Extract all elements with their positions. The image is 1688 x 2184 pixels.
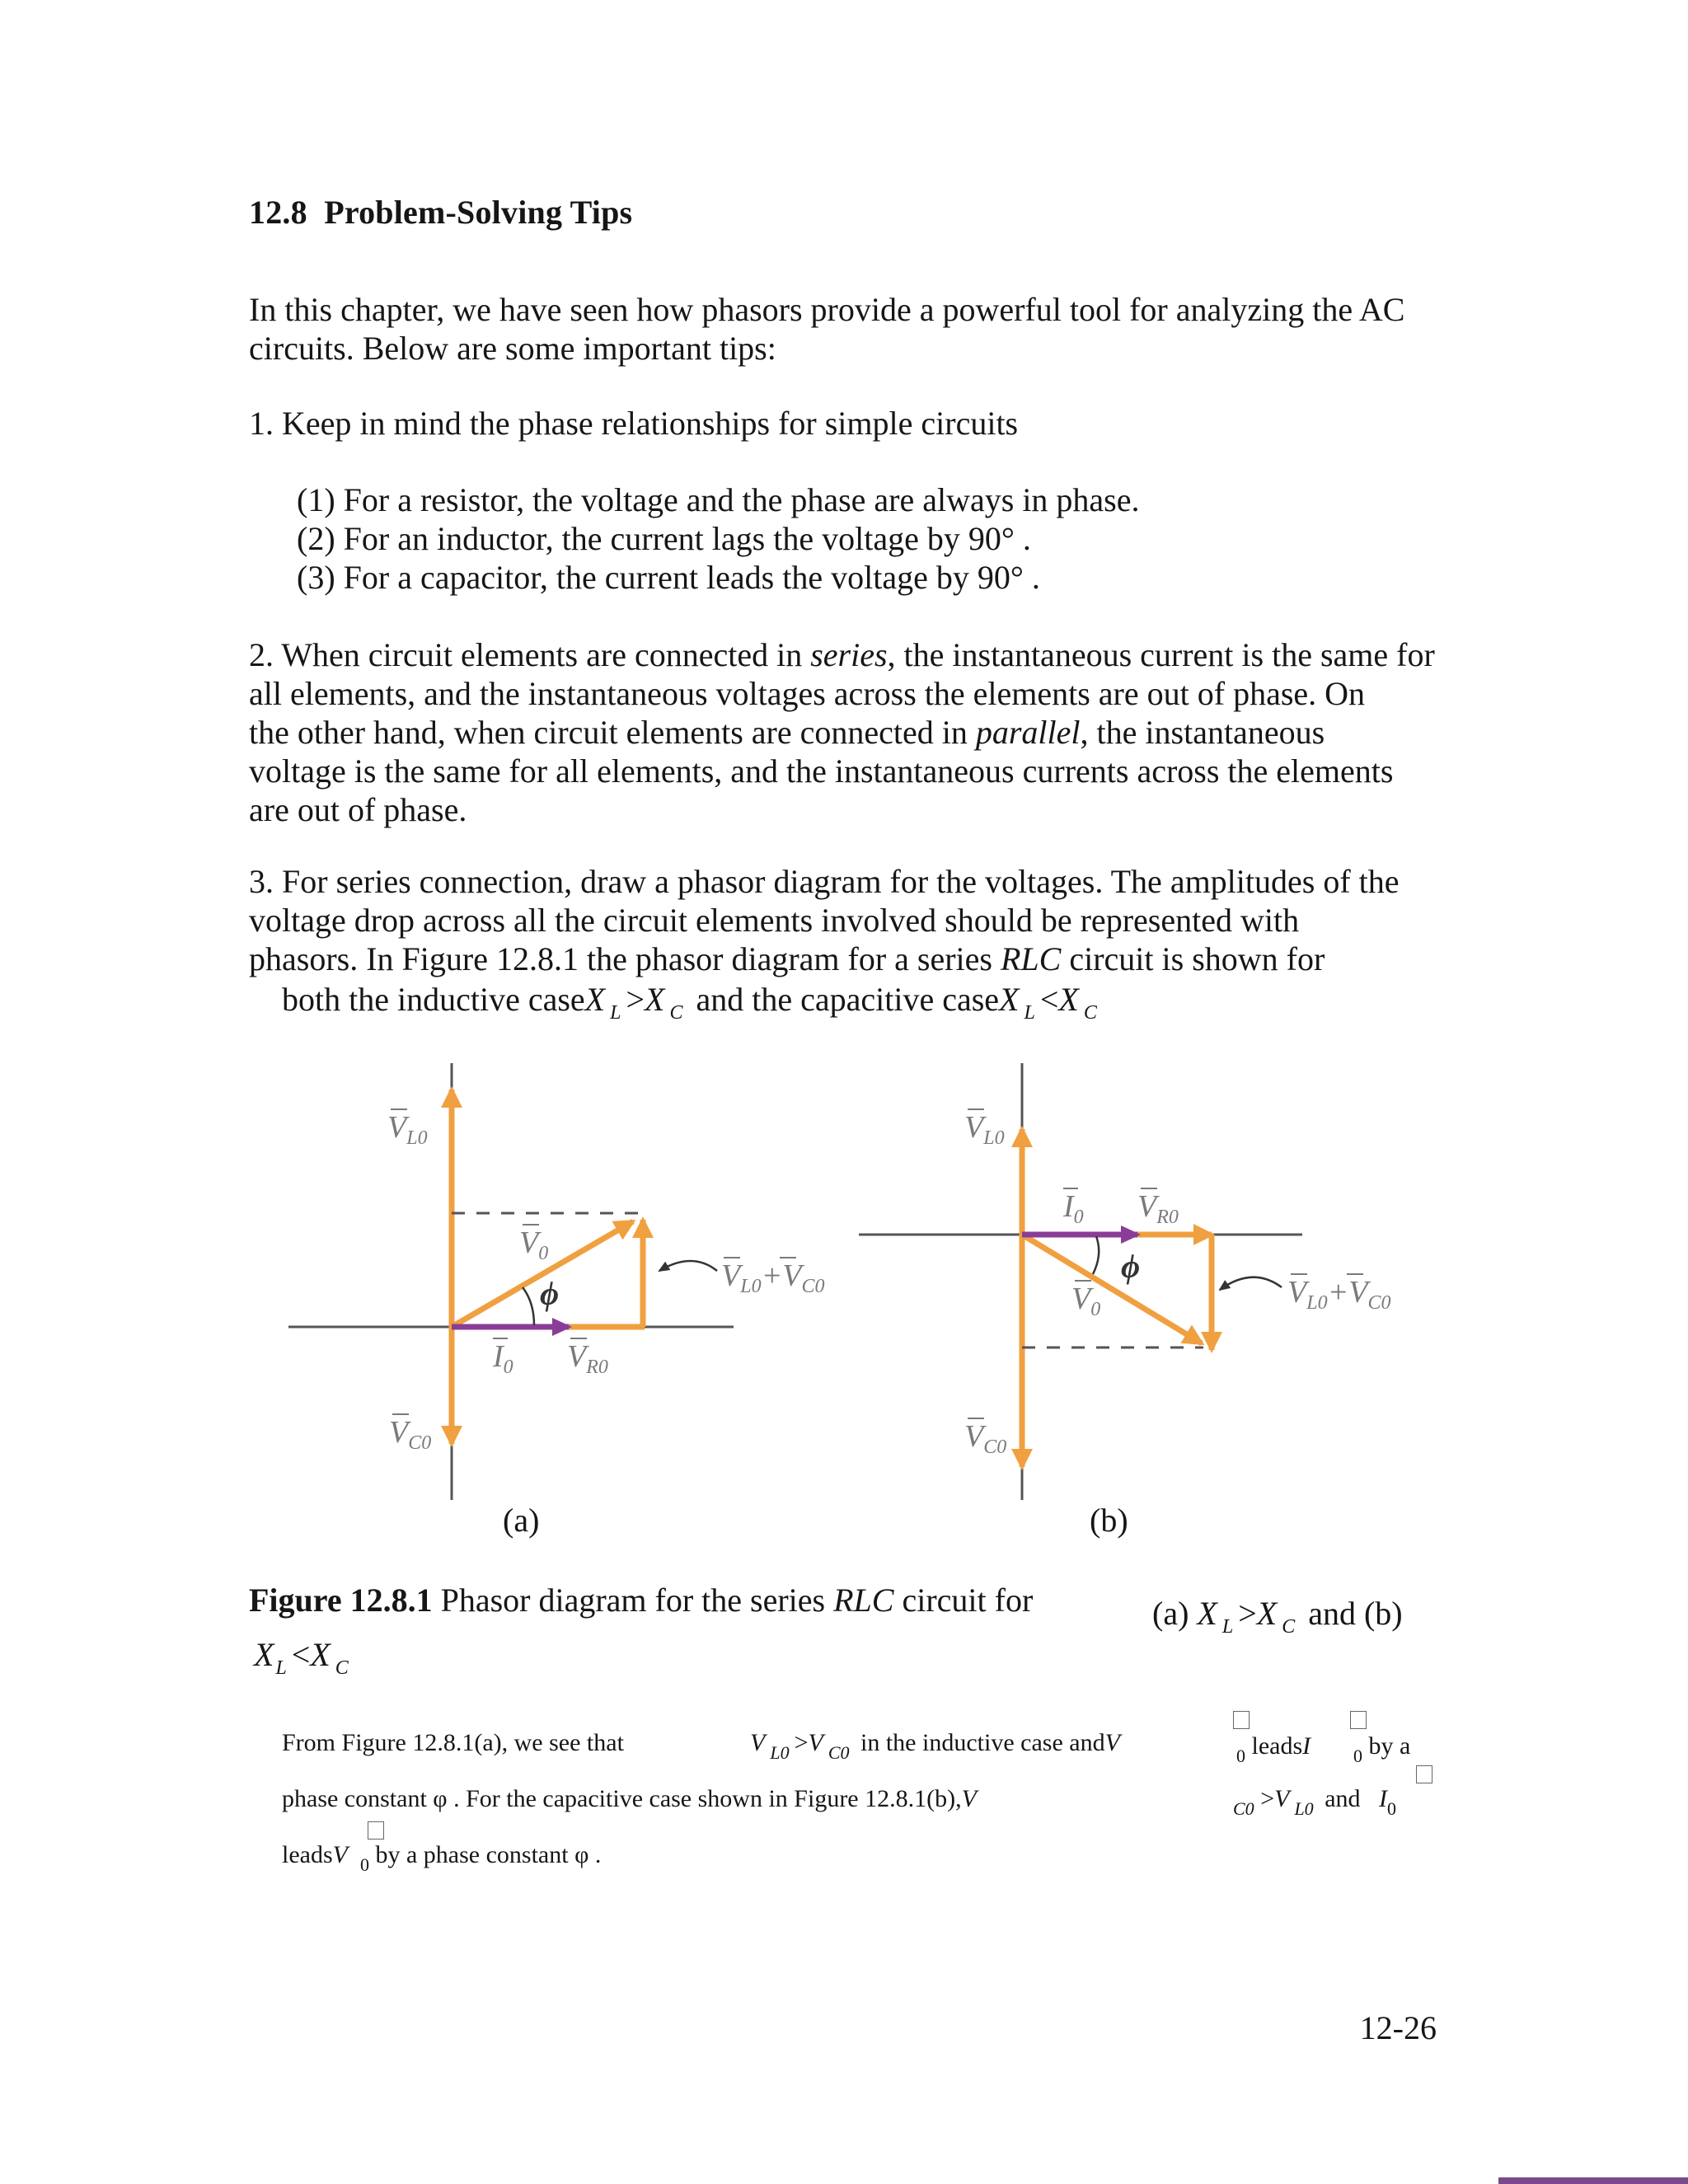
figure-caption-parts: (a) X $_L$ >X $_C$ and (b) [1152, 1595, 1403, 1638]
figure-caption-b: $X_L <X$ $_C$ [254, 1636, 349, 1679]
i0-label-b: $I_0$ [1063, 1189, 1084, 1228]
i0-label-a: $I_0$ [493, 1339, 513, 1378]
intro-line: circuits. Below are some important tips: [249, 330, 776, 367]
section-heading [249, 193, 632, 232]
tip-3-line: voltage drop across all the circuit elements involved should be represented with [249, 902, 1300, 939]
footnote-line-3: leadsV $_0$ by a phase constant φ . [282, 1841, 602, 1875]
figure-caption: Figure 12.8.1 Phasor diagram for the series RLC circuit for [249, 1582, 1034, 1619]
tip-2-line: voltage is the same for all elements, and the instantaneous currents across the elements [249, 752, 1394, 790]
tip-3 [249, 862, 1452, 978]
tip-1-item: (1) For a resistor, the voltage and the phase are always in phase. [297, 481, 1140, 518]
pointer-arrow-b [1220, 1277, 1282, 1290]
tip-3-line: 3. For series connection, draw a phasor diagram for the voltages. The amplitudes of the [249, 863, 1400, 900]
footnote-placeholder-box [1416, 1762, 1432, 1790]
tip-1: 1. Keep in mind the phase relationships for simple circuits [249, 405, 1019, 442]
figure-label-a: (a) [503, 1502, 540, 1539]
bottom-accent-bar [1498, 2177, 1688, 2184]
tip-2-line: are out of phase. [249, 791, 467, 828]
intro-paragraph [249, 290, 1469, 368]
v0-arrow-b [1022, 1235, 1202, 1343]
phi-arc-b [1093, 1236, 1099, 1274]
phi-label-b: ϕ [1121, 1248, 1141, 1285]
vr0-label-a: $V_{R0}$ [567, 1339, 608, 1378]
v0-label-a: $V_0$ [519, 1226, 549, 1264]
tip-1-item: (3) For a capacitor, the current leads the voltage by 90° . [297, 559, 1040, 596]
pointer-arrow-a [659, 1261, 717, 1271]
vc0-label-a: $V_{C0}$ [389, 1415, 432, 1454]
tip-2-line: all elements, and the instantaneous voltages across the elements are out of phase. On [249, 675, 1366, 712]
footnote-line-1-bya: $_0$ by a [1353, 1732, 1411, 1766]
page-number: 12-26 [1359, 2009, 1437, 2046]
footnote-line-1-leads: $_0$ leadsI [1236, 1732, 1311, 1766]
v0-label-b: $V_0$ [1071, 1282, 1101, 1320]
footnote-placeholder-box [1233, 1708, 1250, 1736]
vr0-label-b: $V_{R0}$ [1137, 1189, 1179, 1228]
figure-label-b: (b) [1090, 1502, 1128, 1539]
vc0-label-b: $V_{C0}$ [964, 1419, 1007, 1458]
sum-label-b: $V_{L0}+V_{C0}$ [1287, 1275, 1391, 1314]
footnote-line-2: phase constant φ . For the capacitive case shown in Figure 12.8.1(b),V [282, 1785, 977, 1812]
footnote-placeholder-box [1350, 1708, 1367, 1736]
tip-2 [249, 635, 1452, 829]
section-number: 12.8 [249, 194, 307, 231]
tip-3-cases-line: both the inductive caseX $_L$ >X $_C$ and the capacitive caseX $_L$ <X $_C$ [282, 981, 1097, 1024]
intro-line: In this chapter, we have seen how phasors provide a powerful tool for analyzing the AC [249, 291, 1405, 328]
tip-1-item: (2) For an inductor, the current lags the voltage by 90° . [297, 520, 1031, 557]
diagram-a [288, 1063, 824, 1539]
vl0-label-b: $V_{L0}$ [964, 1110, 1005, 1149]
tip-3-line: phasors. In Figure 12.8.1 the phasor diagram for a series RLC circuit is shown for [249, 940, 1325, 977]
phi-arc-a [523, 1287, 534, 1325]
section-title: Problem-Solving Tips [324, 194, 633, 231]
tip-2-line: 2. When circuit elements are connected in series, the instantaneous current is the same for [249, 636, 1435, 673]
phasor-figure [272, 1055, 1442, 1566]
phi-label-a: ϕ [540, 1275, 560, 1312]
caption-label: Figure 12.8.1 [249, 1582, 433, 1619]
vl0-label-a: $V_{L0}$ [387, 1110, 428, 1149]
diagram-b [859, 1063, 1390, 1539]
sum-label-a: $V_{L0}+V_{C0}$ [721, 1258, 825, 1297]
tip-2-line: the other hand, when circuit elements are connected in parallel, the instantaneous [249, 714, 1325, 751]
footnote-line-2-formula: $_{C0}$ >V $_{L0}$ and $I_0$ [1233, 1785, 1397, 1819]
footnote-line-1a: From Figure 12.8.1(a), we see that [282, 1729, 624, 1756]
footnote-line-1-formula: V $_{L0}$ >V $_{C0}$ in the inductive case andV [750, 1729, 1120, 1763]
